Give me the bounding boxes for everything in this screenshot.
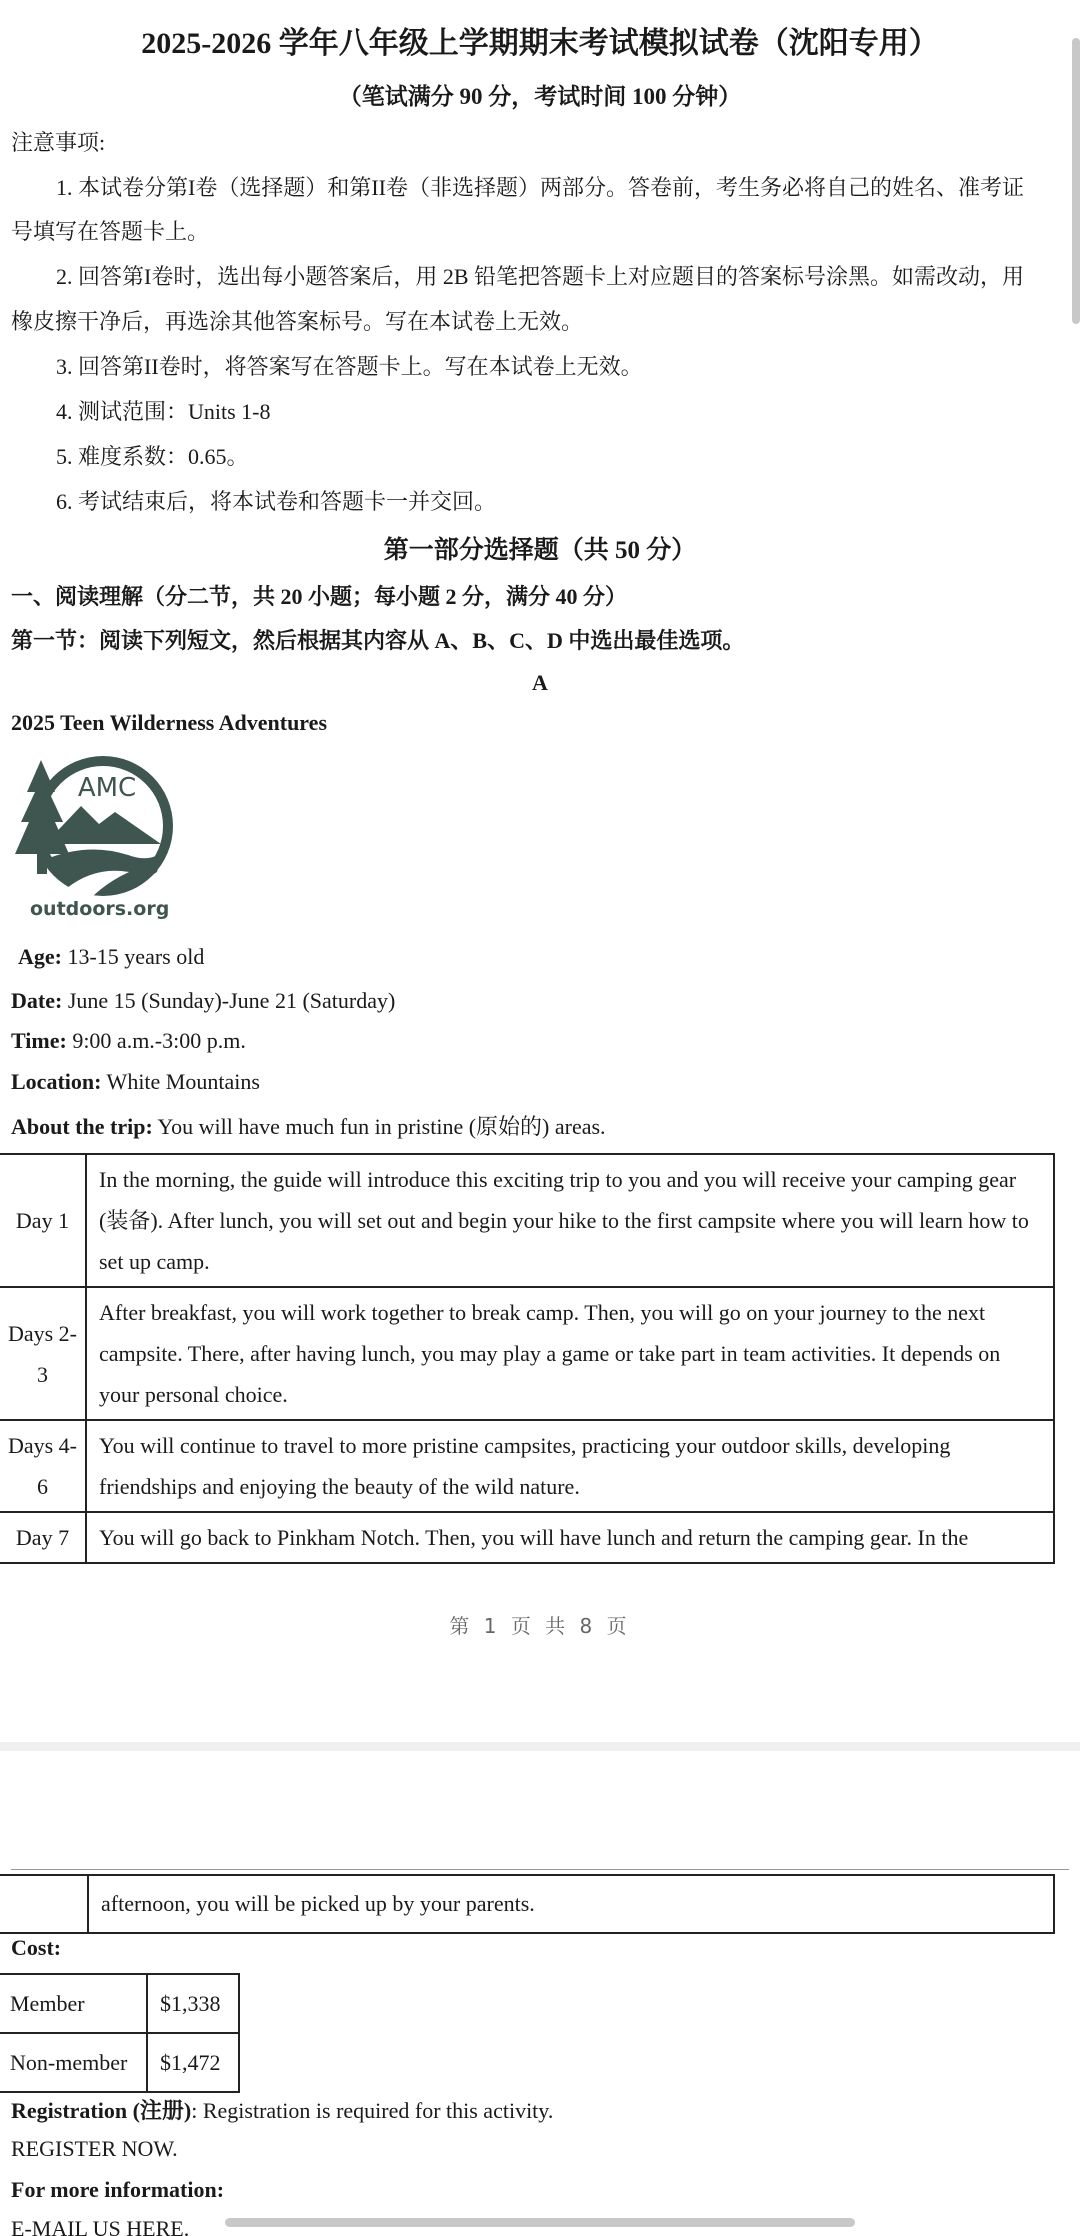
part1-heading: 第一部分选择题（共 50 分） (383, 537, 697, 564)
page-separator (0, 1742, 1080, 1751)
notice-item-3: 3. 回答第II卷时，将答案写在答题卡上。写在本试卷上无效。 (56, 354, 643, 379)
schedule-table (0, 1153, 1055, 1564)
page-top-rule (11, 1869, 1069, 1870)
notice-item-2b: 橡皮擦干净后，再选涂其他答案标号。写在本试卷上无效。 (11, 309, 584, 334)
table-row (0, 1420, 1054, 1512)
member-price: $1,338 (147, 1974, 239, 2033)
schedule-desc: afternoon, you will be picked up by your parents. (88, 1875, 1054, 1933)
register-now-link[interactable]: REGISTER NOW. (11, 2136, 178, 2161)
location-value: White Mountains (101, 1069, 260, 1094)
schedule-desc: In the morning, the guide will introduce this exciting trip to you and you will receive your camping gear (装备). After lunch, you will set out and begin your hike to the first campsite where you will learn how to set up camp. (86, 1154, 1054, 1287)
time-value: 9:00 a.m.-3:00 p.m. (66, 1028, 246, 1053)
nonmember-price: $1,472 (147, 2033, 239, 2092)
location-row (11, 1069, 260, 1095)
date-label: Date: (11, 988, 63, 1013)
passage-letter: A (532, 670, 548, 695)
cost-label: Cost: (11, 1935, 62, 1960)
cost-table (0, 1973, 240, 2093)
registration-text: : Registration is required for this activity. (191, 2098, 554, 2123)
schedule-day: Day 7 (0, 1512, 86, 1563)
nonmember-label: Non-member (0, 2033, 147, 2092)
notice-item-5: 5. 难度系数：0.65。 (56, 444, 249, 469)
notice-item-2a: 2. 回答第I卷时，选出每小题答案后，用 2B 铅笔把答题卡上对应题目的答案标号涂黑。如需改动，用 (56, 264, 1025, 289)
schedule-desc: You will continue to travel to more pristine campsites, practicing your outdoor skills, developing friendships and enjoying the beauty of the wild nature. (86, 1420, 1054, 1512)
time-label: Time: (11, 1028, 67, 1053)
member-label: Member (0, 1974, 147, 2033)
logo-acronym: AMC (77, 773, 137, 803)
schedule-day: Days 2-3 (0, 1287, 86, 1420)
schedule-table-continued (0, 1874, 1055, 1934)
date-row (11, 988, 395, 1014)
schedule-day-empty (0, 1875, 88, 1933)
table-row (0, 1512, 1054, 1563)
age-value: 13-15 years old (61, 944, 205, 969)
table-row (0, 1875, 1054, 1933)
horizontal-scrollbar[interactable] (225, 2218, 855, 2227)
more-info-label: For more information: (11, 2177, 225, 2202)
table-row (0, 2033, 239, 2092)
exam-subtitle: （笔试满分 90 分，考试时间 100 分钟） (338, 84, 742, 109)
table-row (0, 1287, 1054, 1420)
section-heading: 一、阅读理解（分二节，共 20 小题；每小题 2 分，满分 40 分） (11, 584, 628, 609)
about-label: About the trip: (11, 1114, 153, 1139)
age-row (18, 944, 204, 970)
vertical-scrollbar[interactable] (1072, 38, 1080, 324)
schedule-day: Day 1 (0, 1154, 86, 1287)
notice-item-1b: 号填写在答题卡上。 (11, 219, 210, 244)
email-link[interactable]: E-MAIL US HERE. (11, 2216, 190, 2236)
notice-item-4: 4. 测试范围：Units 1-8 (56, 399, 271, 424)
about-value: You will have much fun in pristine (原始的) areas. (152, 1114, 606, 1139)
about-row (11, 1110, 606, 1141)
amc-logo (11, 748, 173, 928)
schedule-day: Days 4-6 (0, 1420, 86, 1512)
passage-title: 2025 Teen Wilderness Adventures (11, 710, 328, 735)
table-row (0, 1154, 1054, 1287)
exam-title: 2025-2026 学年八年级上学期期末考试模拟试卷（沈阳专用） (141, 27, 939, 60)
schedule-desc: You will go back to Pinkham Notch. Then, you will have lunch and return the camping gear. In the (86, 1512, 1054, 1563)
registration-label: Registration (注册) (11, 2098, 192, 2123)
time-row (11, 1028, 246, 1054)
notice-item-1a: 1. 本试卷分第I卷（选择题）和第II卷（非选择题）两部分。答卷前，考生务必将自己的姓名、准考证 (56, 175, 1024, 200)
notice-item-6: 6. 考试结束后，将本试卷和答题卡一并交回。 (56, 489, 497, 514)
section-instruction: 第一节：阅读下列短文，然后根据其内容从 A、B、C、D 中选出最佳选项。 (11, 628, 745, 653)
notice-heading: 注意事项: (11, 130, 106, 155)
registration-row (11, 2094, 553, 2125)
date-value: June 15 (Sunday)-June 21 (Saturday) (62, 988, 396, 1013)
age-label: Age: (18, 944, 62, 969)
table-row (0, 1974, 239, 2033)
page-number: 第 1 页 共 8 页 (449, 1614, 631, 1638)
location-label: Location: (11, 1069, 102, 1094)
schedule-desc: After breakfast, you will work together to break camp. Then, you will go on your journey to the next campsite. There, after having lunch, you may play a game or take part in team activities. It depends on your personal choice. (86, 1287, 1054, 1420)
logo-caption: outdoors.org (30, 898, 170, 920)
